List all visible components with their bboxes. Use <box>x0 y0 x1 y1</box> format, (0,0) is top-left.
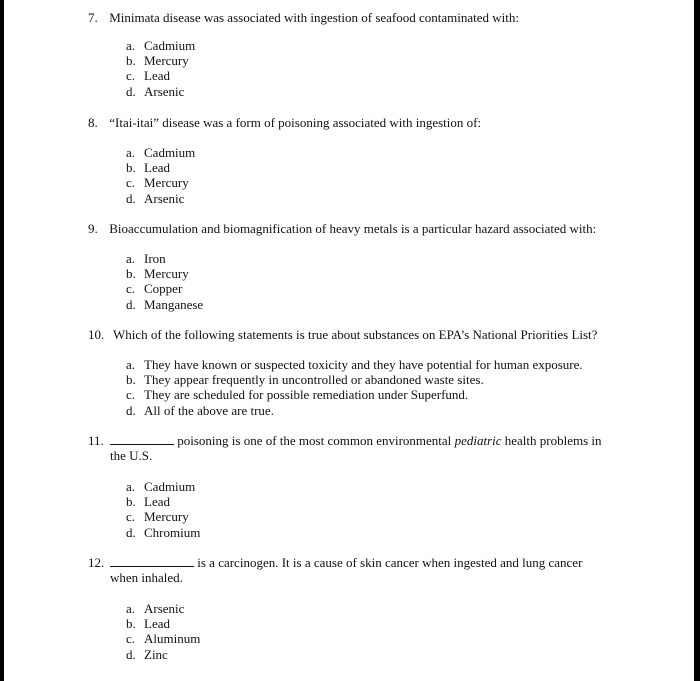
question-text: “Itai-itai” disease was a form of poisoning associated with ingestion of: <box>109 115 482 130</box>
question-11-stem <box>88 433 602 463</box>
option-text: Cadmium <box>144 479 196 494</box>
option-letter: a. <box>126 357 136 372</box>
question-number: 12. <box>88 555 105 570</box>
question-line-continued: when inhaled. <box>110 570 183 585</box>
question-number: 10. <box>88 327 105 342</box>
option-letter: c. <box>126 175 136 191</box>
question-text: Minimata disease was associated with ingestion of seafood contaminated with: <box>109 10 520 25</box>
option-item <box>126 145 195 160</box>
question-text: Bioaccumulation and biomagnification of heavy metals is a particular hazard associated with: <box>109 221 597 236</box>
question-line <box>88 433 602 448</box>
question-text: poisoning is one of the most common environmental <box>177 433 455 448</box>
question-text: Which of the following statements is true about substances on EPA’s National Priorities List? <box>113 327 598 342</box>
option-letter: a. <box>126 479 136 494</box>
question-10-options <box>126 357 583 418</box>
option-letter: b. <box>126 266 136 282</box>
question-number: 7. <box>88 10 98 25</box>
option-letter: c. <box>126 68 136 84</box>
option-text: They are scheduled for possible remediation under Superfund. <box>144 387 469 403</box>
right-frame-border <box>694 0 700 681</box>
option-text: Chromium <box>144 524 201 540</box>
option-item <box>126 191 195 206</box>
question-number: 11. <box>88 433 104 448</box>
option-item <box>126 297 203 312</box>
option-text: They appear frequently in uncontrolled or abandoned waste sites. <box>144 372 484 388</box>
option-item <box>126 479 200 494</box>
option-item <box>126 175 195 190</box>
option-item <box>126 266 203 281</box>
option-text: Iron <box>144 251 166 266</box>
answer-blank <box>110 433 174 445</box>
option-item <box>126 403 583 418</box>
option-letter: d. <box>126 646 136 662</box>
option-text: Lead <box>144 494 170 510</box>
option-letter: c. <box>126 281 136 297</box>
option-item <box>126 38 195 53</box>
question-7-stem <box>88 10 519 25</box>
option-letter: b. <box>126 616 136 632</box>
option-letter: d. <box>126 190 136 206</box>
option-text: Lead <box>144 68 170 84</box>
option-letter: c. <box>126 631 136 647</box>
option-text: They have known or suspected toxicity and they have potential for human exposure. <box>144 357 583 372</box>
option-item <box>126 509 200 524</box>
option-item <box>126 357 583 372</box>
option-text: Copper <box>144 281 183 297</box>
question-9-options <box>126 251 203 312</box>
option-item <box>126 631 200 646</box>
question-12-options <box>126 601 200 662</box>
question-number: 8. <box>88 115 98 130</box>
option-text: All of the above are true. <box>144 402 274 418</box>
question-8-options <box>126 145 195 206</box>
question-number: 9. <box>88 221 98 236</box>
option-item <box>126 84 195 99</box>
question-12-stem <box>88 555 582 585</box>
option-text: Aluminum <box>144 631 201 647</box>
option-item <box>126 68 195 83</box>
option-letter: b. <box>126 494 136 510</box>
option-item <box>126 601 200 616</box>
option-letter: b. <box>126 372 136 388</box>
option-item <box>126 372 583 387</box>
option-text: Arsenic <box>144 190 185 206</box>
option-text: Arsenic <box>144 83 185 99</box>
option-letter: d. <box>126 524 136 540</box>
document-page <box>4 0 694 681</box>
option-item <box>126 251 203 266</box>
option-text: Zinc <box>144 646 168 662</box>
option-letter: d. <box>126 402 136 418</box>
question-11-options <box>126 479 200 540</box>
option-letter: d. <box>126 296 136 312</box>
option-item <box>126 387 583 402</box>
option-text: Lead <box>144 616 170 632</box>
question-9-stem <box>88 221 596 236</box>
option-letter: d. <box>126 83 136 99</box>
answer-blank <box>110 555 194 567</box>
question-text-italic: pediatric <box>454 433 502 448</box>
option-letter: b. <box>126 53 136 69</box>
option-item <box>126 494 200 509</box>
option-text: Manganese <box>144 296 204 312</box>
option-text: Mercury <box>144 53 189 69</box>
question-8-stem <box>88 115 481 130</box>
option-letter: a. <box>126 38 136 53</box>
question-text: is a carcinogen. It is a cause of skin cancer when ingested and lung cancer <box>197 555 583 570</box>
option-text: Arsenic <box>144 601 185 616</box>
option-letter: a. <box>126 251 136 266</box>
option-item <box>126 647 200 662</box>
question-10-stem <box>88 327 597 342</box>
option-text: Mercury <box>144 175 189 191</box>
option-text: Mercury <box>144 509 189 525</box>
question-line <box>88 555 582 570</box>
option-item <box>126 281 203 296</box>
option-text: Lead <box>144 160 170 176</box>
option-letter: c. <box>126 509 136 525</box>
option-text: Cadmium <box>144 38 196 53</box>
option-letter: c. <box>126 387 136 403</box>
option-letter: b. <box>126 160 136 176</box>
option-text: Cadmium <box>144 145 196 160</box>
option-item <box>126 53 195 68</box>
option-item <box>126 160 195 175</box>
option-text: Mercury <box>144 266 189 282</box>
question-line-continued: the U.S. <box>110 448 153 463</box>
question-7-options <box>126 38 195 99</box>
option-letter: a. <box>126 601 136 616</box>
option-item <box>126 616 200 631</box>
option-item <box>126 525 200 540</box>
question-text: health problems in <box>501 433 602 448</box>
option-letter: a. <box>126 145 136 160</box>
